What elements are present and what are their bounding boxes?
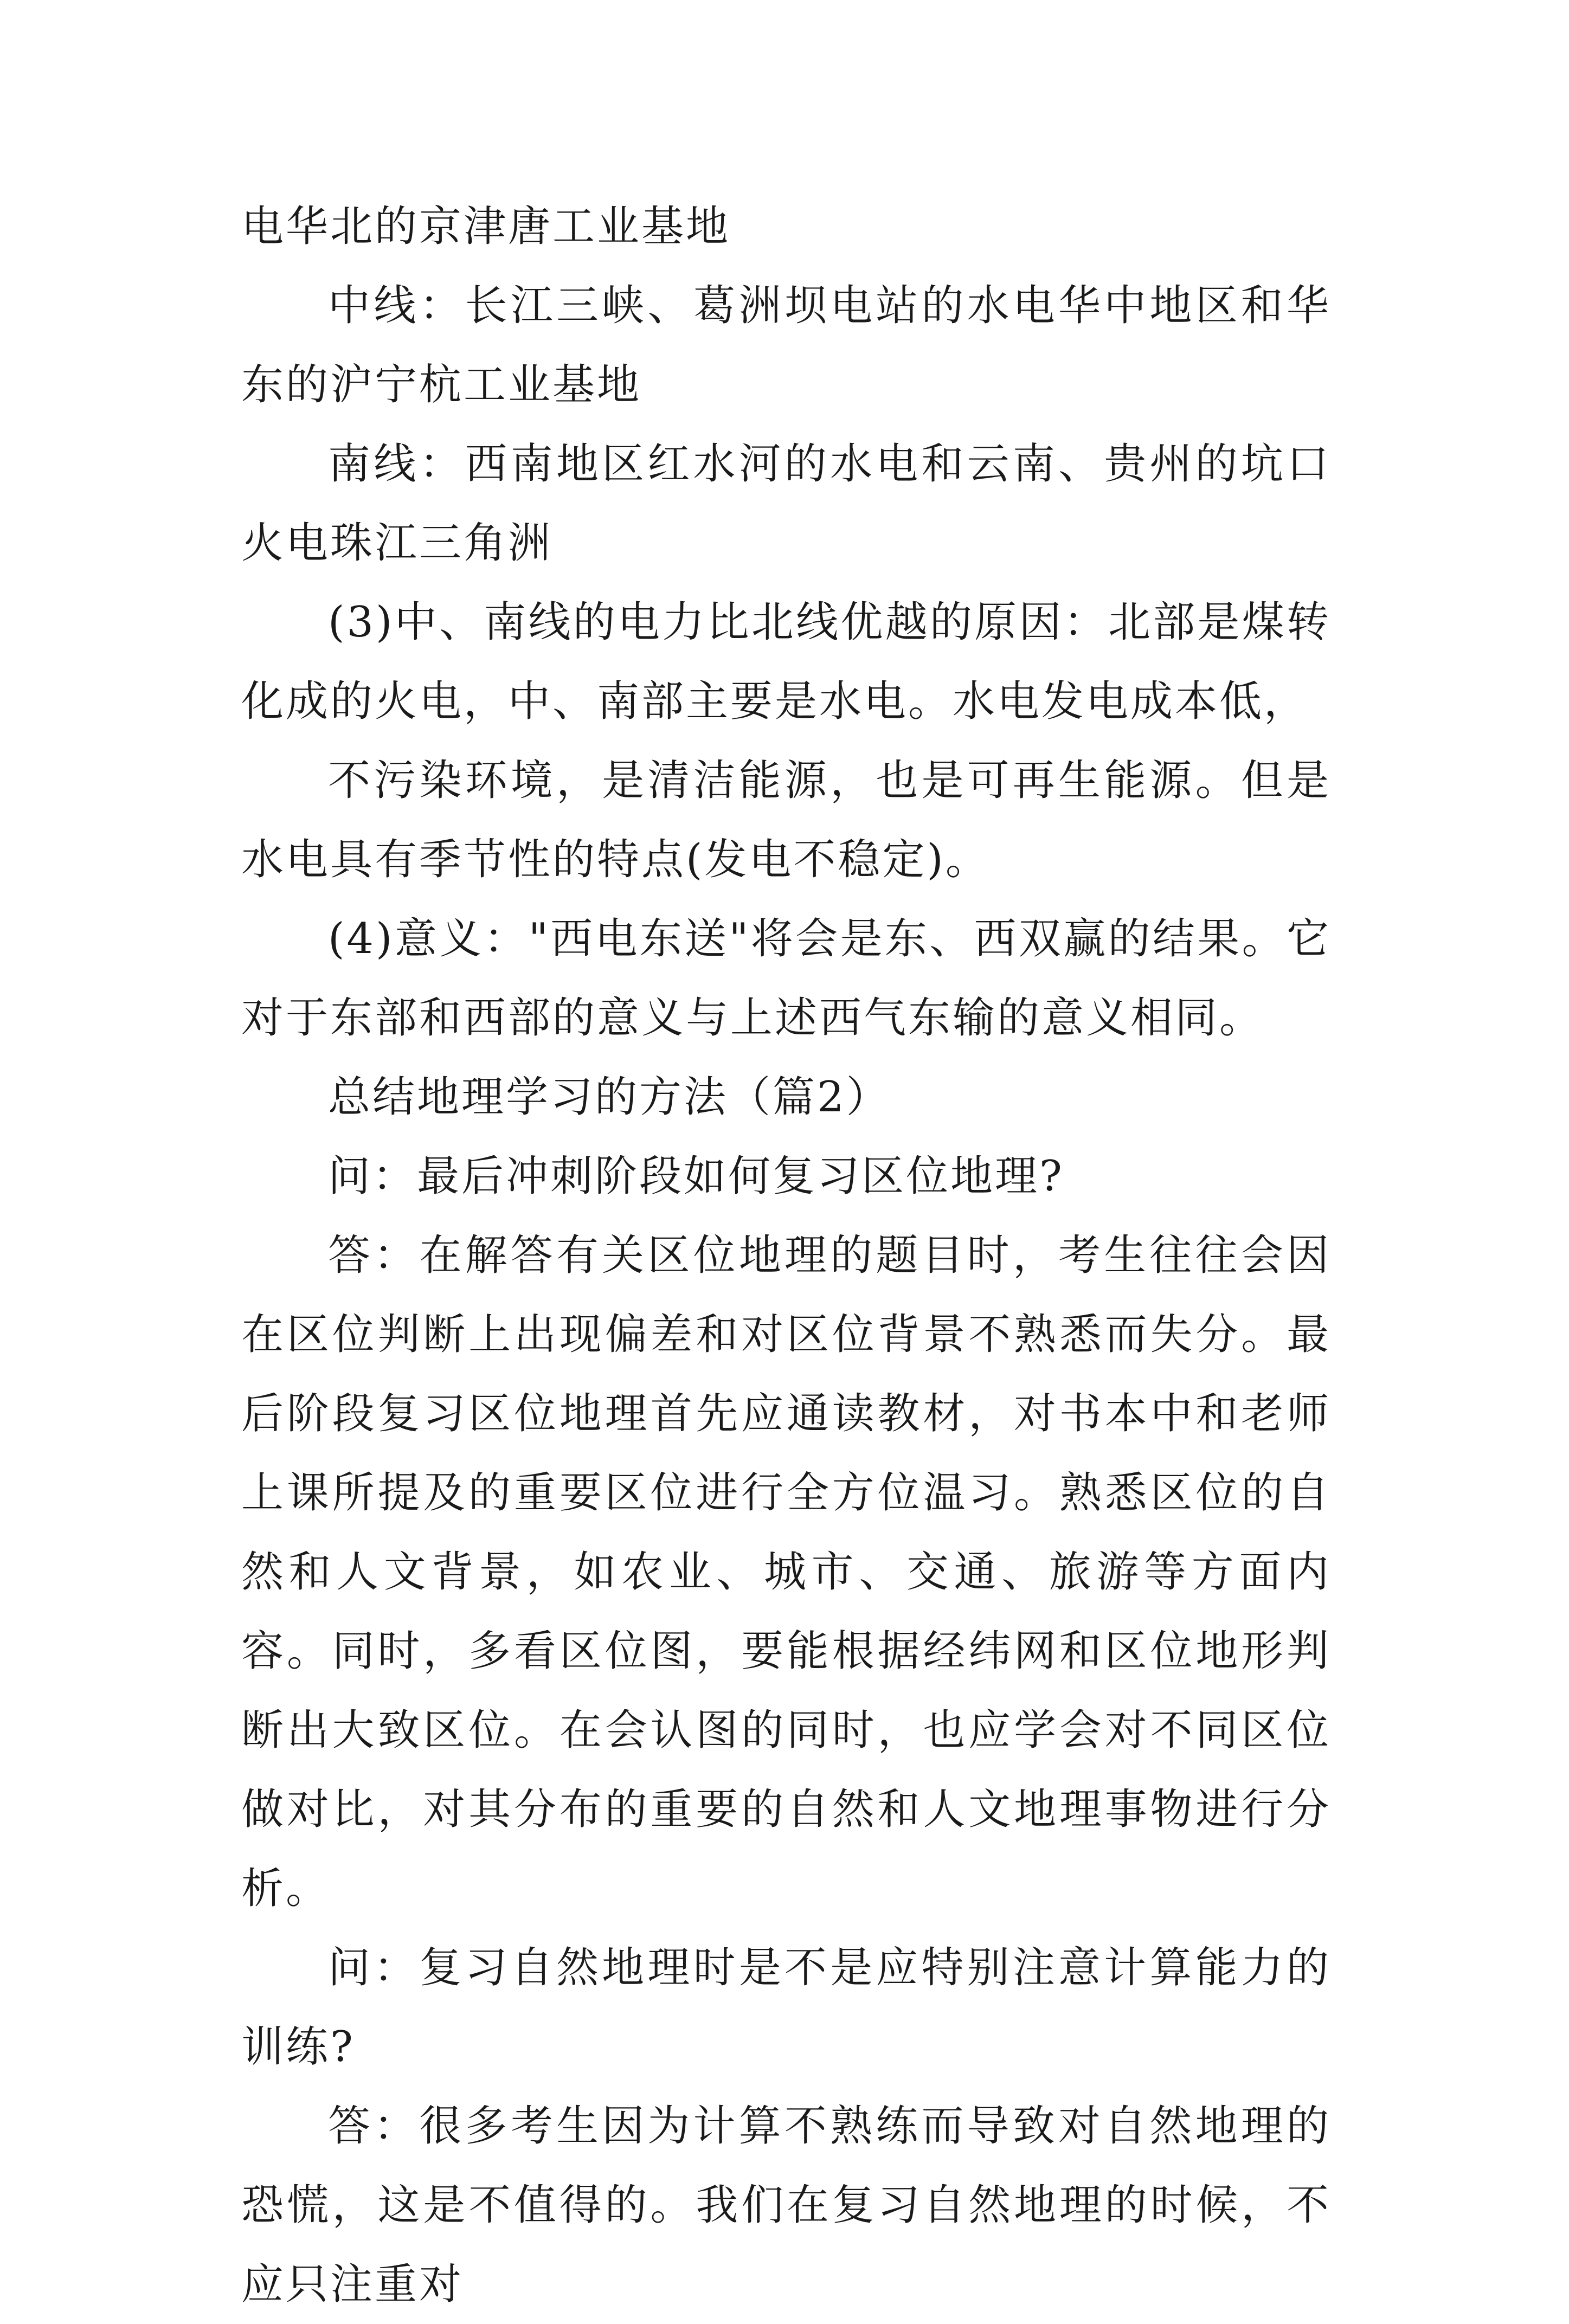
answer-1: 答：在解答有关区位地理的题目时，考生往往会因在区位判断上出现偏差和对区位背景不熟悉而失分。最后阶段复习区位地理首先应通读教材，对书本中和老师上课所提及的重要区位进行全方位温习。熟悉区位的自然和人文背景，如农业、城市、交通、旅游等方面内容。同时，多看区位图，要能根据经纬网和区位地形判断出大致区位。在会认图的同时，也应学会对不同区位做对比，对其分布的重要的自然和人文地理事物进行分析。 xyxy=(241,1231,1331,1913)
answer-2: 答：很多考生因为计算不熟练而导致对自然地理的恐慌，这是不值得的。我们在复习自然地理的时候，不应只注重对 xyxy=(241,2102,1331,2309)
paragraph-4: (3)中、南线的电力比北线优越的原因：北部是煤转化成的火电，中、南部主要是水电。水电发电成本低， xyxy=(241,598,1331,726)
paragraph-3: 南线：西南地区红水河的水电和云南、贵州的坑口火电珠江三角洲 xyxy=(241,440,1331,568)
paragraph-2: 中线：长江三峡、葛洲坝电站的水电华中地区和华东的沪宁杭工业基地 xyxy=(241,281,1331,409)
question-2: 问：复习自然地理时是不是应特别注意计算能力的训练? xyxy=(241,1943,1331,2071)
section-heading: 总结地理学习的方法（篇2） xyxy=(328,1073,891,1122)
question-1: 问：最后冲刺阶段如何复习区位地理? xyxy=(328,1152,1064,1201)
paragraph-1: 电华北的京津唐工业基地 xyxy=(241,202,731,251)
document-body xyxy=(241,187,1331,2324)
paragraph-6: (4)意义："西电东送"将会是东、西双赢的结果。它对于东部和西部的意义与上述西气东输的意义相同。 xyxy=(241,915,1331,1042)
paragraph-5: 不污染环境，是清洁能源，也是可再生能源。但是水电具有季节性的特点(发电不稳定)。 xyxy=(241,756,1331,884)
